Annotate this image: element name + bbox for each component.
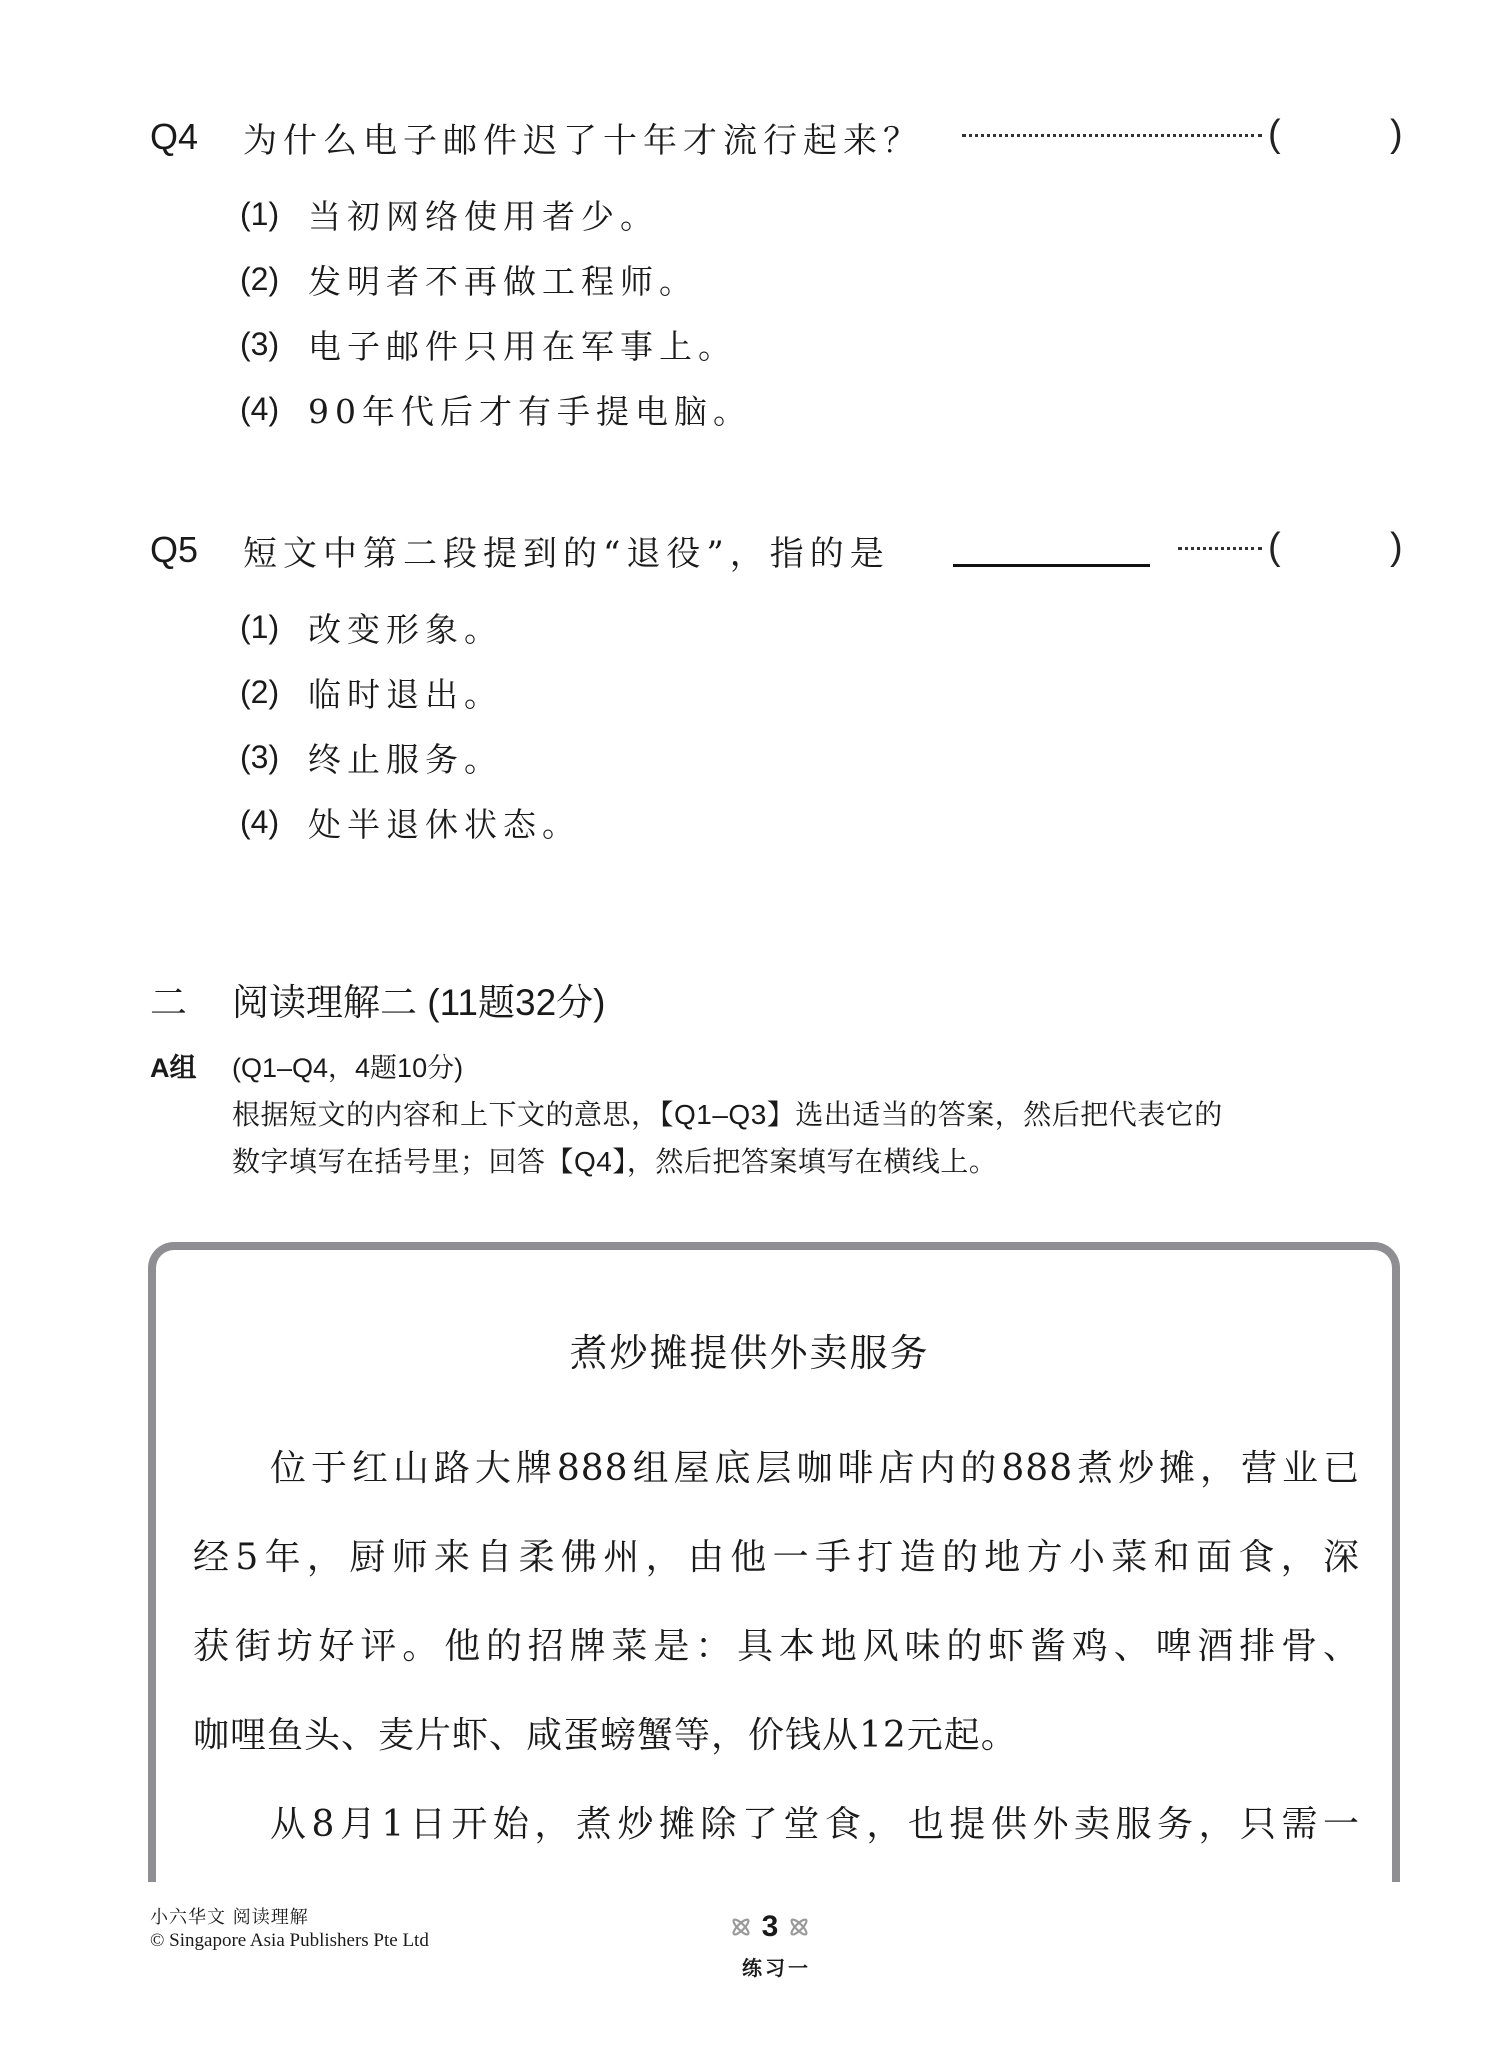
passage-line: 从8月1日开始，煮炒摊除了堂食，也提供外卖服务，只需一: [270, 1804, 1360, 1845]
option-1: [240, 192, 659, 236]
option-4: [240, 800, 581, 844]
passage-line: 经5年，厨师来自柔佛州，由他一手打造的地方小菜和面食，深: [193, 1537, 1360, 1578]
answer-box-q5[interactable]: [1290, 528, 1385, 572]
option-text: 发明者不再做工程师。: [308, 261, 698, 301]
ornament-icon: [788, 1916, 810, 1938]
instruction-line: 数字填写在括号里；回答【Q4】，然后把答案填写在横线上。: [232, 1146, 998, 1177]
fill-in-blank-line: [953, 564, 1150, 567]
question-prompt: 短文中第二段提到的“退役”，指的是: [243, 533, 890, 574]
option-2: [240, 257, 698, 301]
dotted-leader: [962, 134, 1262, 137]
option-number: (2): [240, 673, 280, 710]
option-number: (3): [240, 738, 280, 775]
passage-line: 获街坊好评。他的招牌菜是：具本地风味的虾酱鸡、啤酒排骨、: [193, 1626, 1360, 1667]
option-number: (1): [240, 195, 280, 232]
passage-line: 位于红山路大牌888组屋底层咖啡店内的888煮炒摊，营业已: [270, 1448, 1360, 1489]
section-heading: [150, 972, 606, 1026]
option-text: 改变形象。: [308, 609, 503, 649]
question-number: Q5: [150, 529, 199, 570]
page-number: 3: [761, 1910, 779, 1943]
group-label: A组: [150, 1053, 197, 1083]
question-number: Q4: [150, 116, 199, 157]
option-text: 当初网络使用者少。: [308, 196, 659, 236]
group-heading: [150, 1046, 463, 1085]
footer-book-title: 小六华文 阅读理解: [150, 1907, 309, 1928]
option-number: (1): [240, 608, 280, 645]
option-text: 临时退出。: [308, 674, 503, 714]
option-1: [240, 605, 503, 649]
footer-copyright: © Singapore Asia Publishers Pte Ltd: [150, 1930, 429, 1951]
question-q5: [150, 528, 890, 572]
option-text: 90年代后才有手提电脑。: [308, 391, 752, 431]
option-text: 电子邮件只用在军事上。: [308, 326, 737, 366]
question-q4: [150, 115, 923, 159]
option-3: [240, 735, 503, 779]
passage-line: 咖哩鱼头、麦片虾、咸蛋螃蟹等，价钱从12元起。: [193, 1715, 1018, 1756]
option-number: (2): [240, 260, 280, 297]
instruction-line: 根据短文的内容和上下文的意思，【Q1–Q3】选出适当的答案，然后把代表它的: [232, 1099, 1223, 1130]
option-text: 处半退休状态。: [308, 804, 581, 844]
option-number: (3): [240, 325, 280, 362]
passage-title: 煮炒摊提供外卖服务: [569, 1331, 930, 1375]
option-3: [240, 322, 737, 366]
footer-exercise-label: 练习一: [742, 1956, 811, 1980]
answer-bracket-open: (: [1268, 526, 1281, 568]
option-4: [240, 387, 752, 431]
answer-box-q4[interactable]: [1290, 115, 1385, 159]
answer-bracket-close: ): [1390, 113, 1403, 155]
option-text: 终止服务。: [308, 739, 503, 779]
group-info: (Q1–Q4，4题10分): [232, 1053, 464, 1083]
option-2: [240, 670, 503, 714]
page-number-block: [730, 1910, 810, 1944]
section-title: 阅读理解二 (11题32分): [232, 982, 606, 1023]
option-number: (4): [240, 390, 280, 427]
section-number: 二: [150, 982, 187, 1023]
option-number: (4): [240, 803, 280, 840]
dotted-leader: [1178, 547, 1262, 550]
question-prompt: 为什么电子邮件迟了十年才流行起来？: [243, 120, 923, 161]
ornament-icon: [730, 1916, 752, 1938]
answer-bracket-open: (: [1268, 113, 1281, 155]
answer-bracket-close: ): [1390, 526, 1403, 568]
